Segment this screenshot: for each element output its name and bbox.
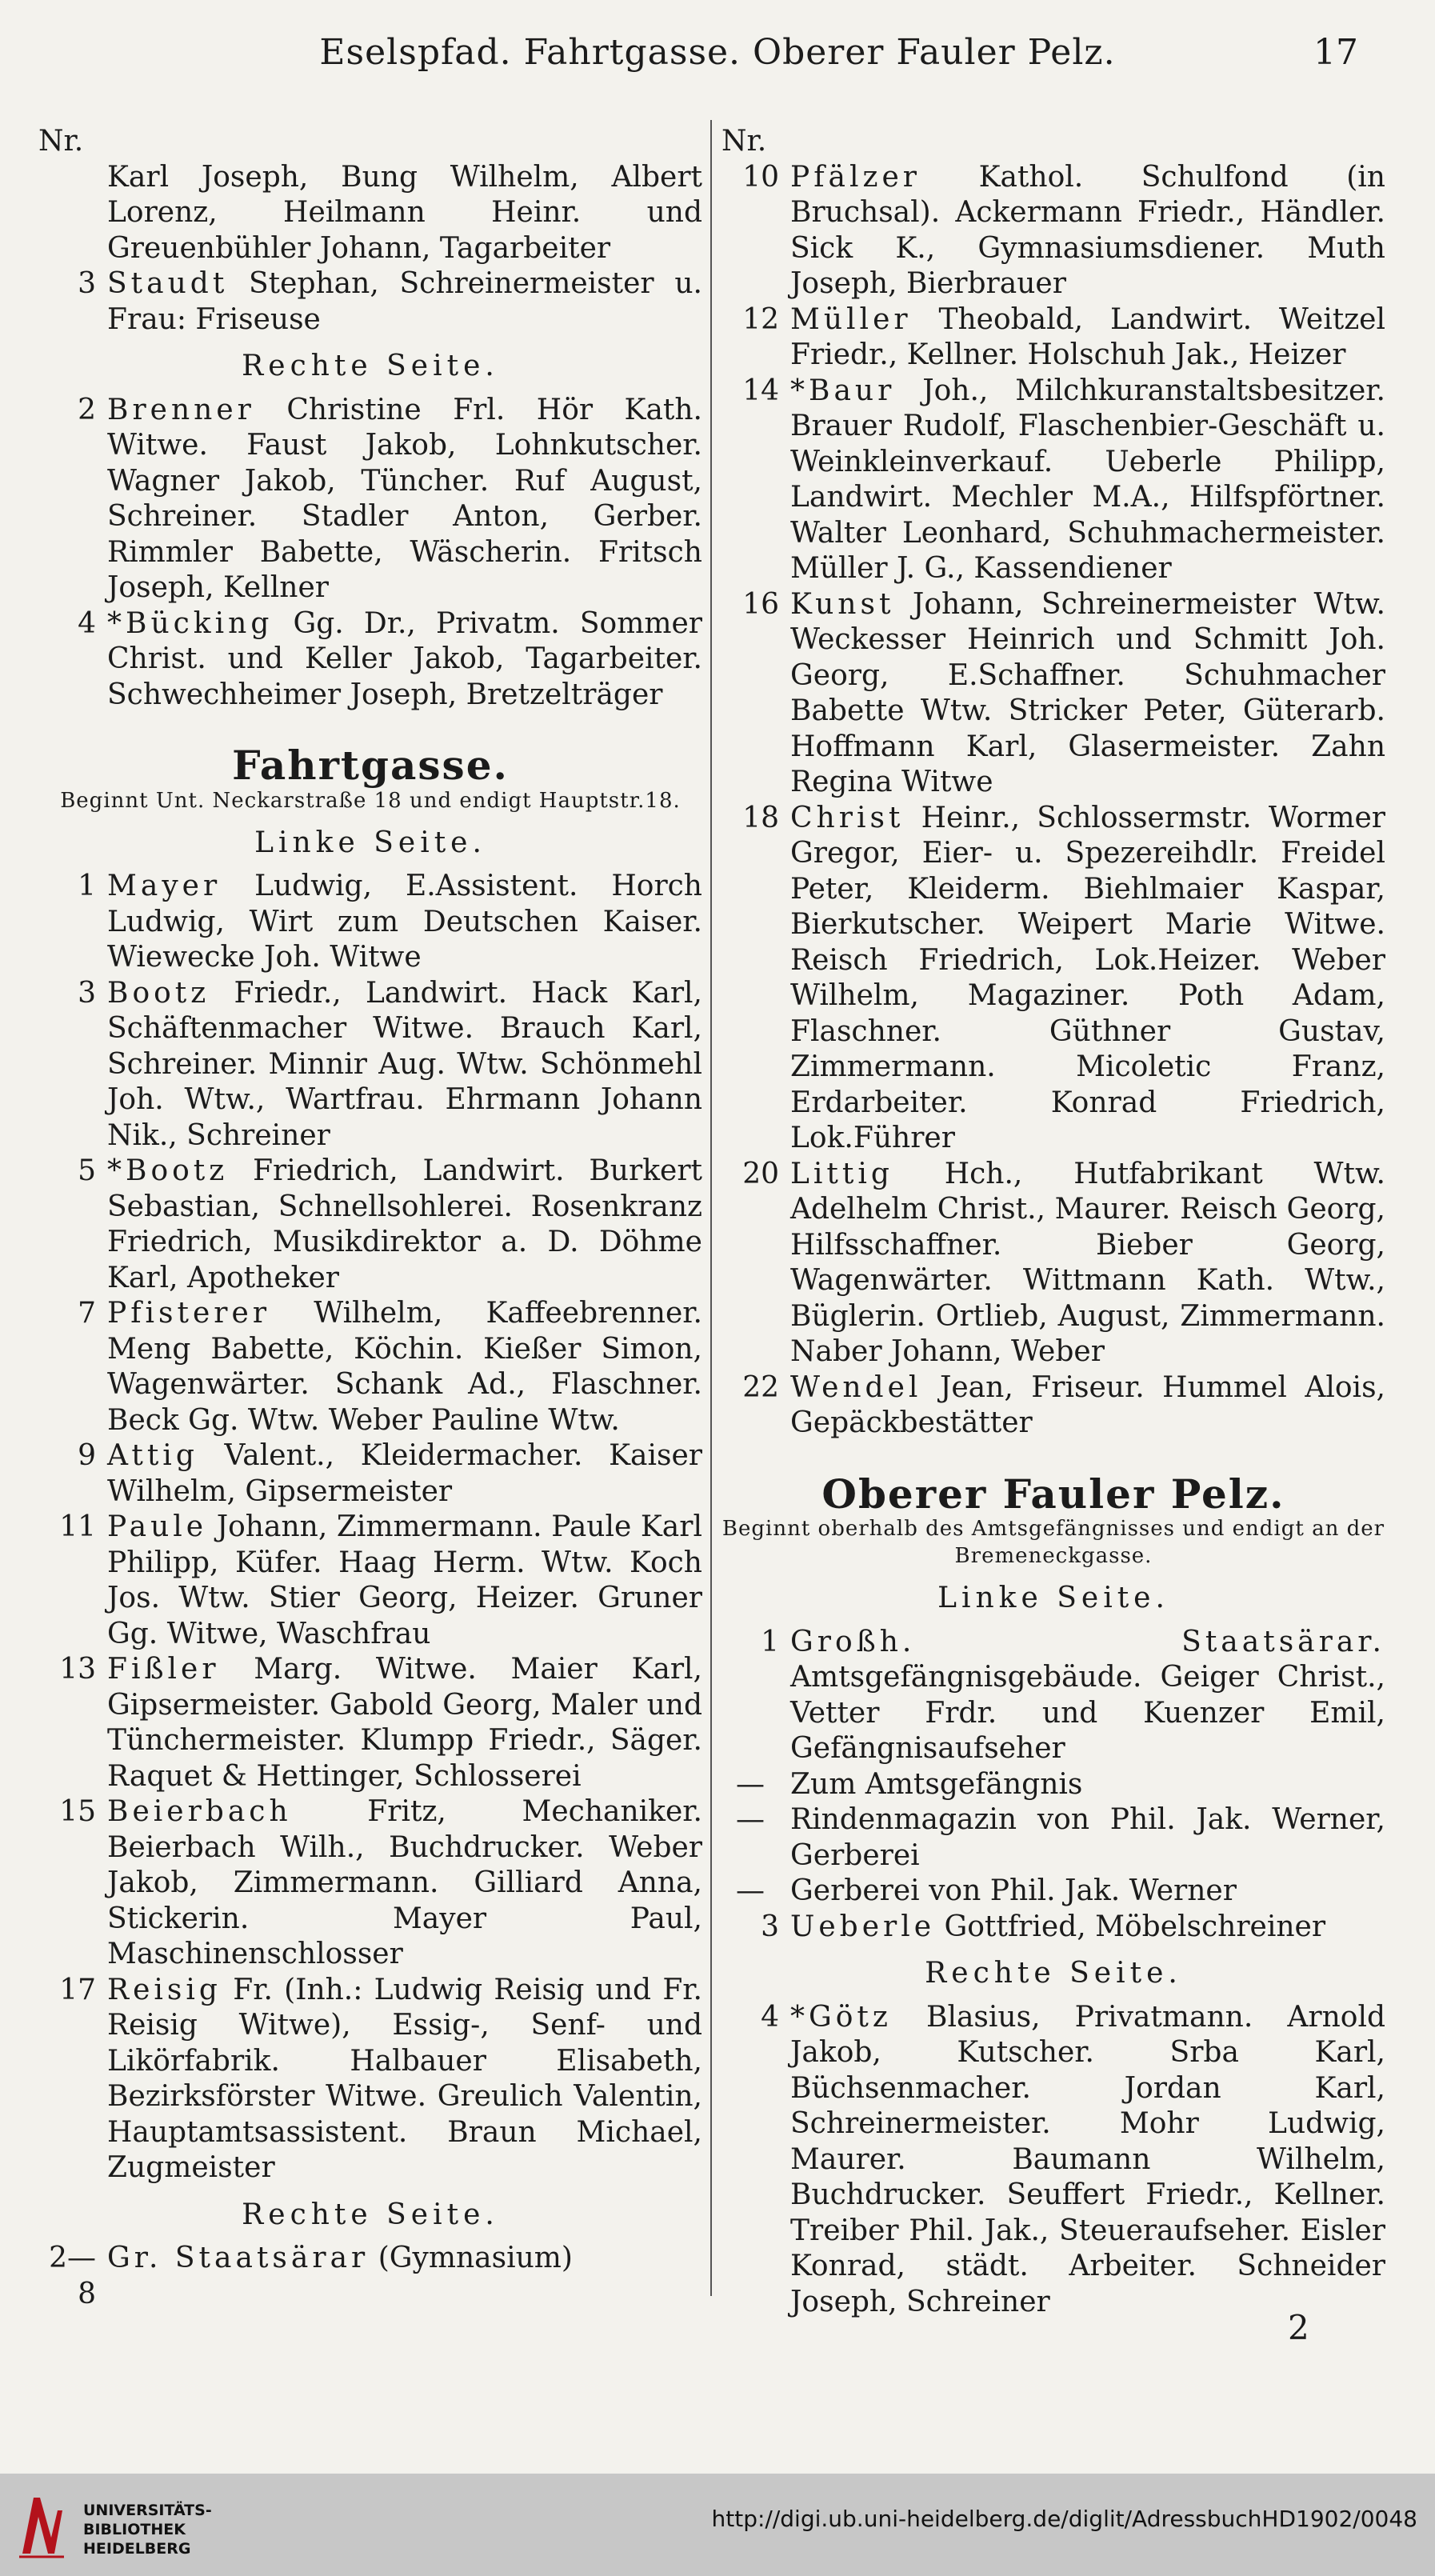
owner-name: Paule	[107, 1510, 208, 1543]
owner-name: Reisig	[107, 1973, 222, 2006]
library-line: UNIVERSITÄTS-	[83, 2502, 212, 2519]
house-number: 17	[59, 1973, 96, 2006]
side-heading: Linke Seite.	[254, 826, 486, 859]
residents: Wilhelm, Kaffeebrenner. Meng Babette, Köchin. Kießer Simon, Wagenwärter. Schank Ad., Flaschner. Beck Gg. Wtw. Weber Pauline Wtw.	[107, 1297, 702, 1437]
address-entry	[38, 1510, 702, 1652]
house-number: 15	[59, 1795, 96, 1828]
residents: Amtsgefängnisgebäude. Geiger Christ., Vetter Frdr. und Kuenzer Emil, Gefängnisaufseher	[790, 1661, 1385, 1765]
address-entry	[38, 869, 702, 976]
street-description: Beginnt Unt. Neckarstraße 18 und endigt Hauptstr.18.	[60, 788, 681, 813]
address-entry	[38, 1973, 702, 2186]
house-number: —	[736, 1767, 765, 1801]
house-number: 9	[78, 1439, 96, 1472]
residents: Christine Frl. Hör Kath. Witwe. Faust Jakob, Lohnkutscher. Wagner Jakob, Tüncher. Ruf August, Schreiner. Stadler Anton, Gerber. Rimmler Babette, Wäscherin. Fritsch Joseph, Kellner	[107, 393, 702, 604]
column-divider	[710, 120, 712, 2296]
house-number: 11	[59, 1510, 96, 1543]
house-number: 10	[742, 160, 779, 194]
residents: Zum Amtsgefängnis	[790, 1767, 1083, 1801]
side-heading: Linke Seite.	[937, 1582, 1169, 1614]
residents: Jean, Friseur. Hummel Alois, Gepäckbestätter	[790, 1370, 1385, 1439]
address-entry	[38, 266, 702, 338]
owner-name: Bootz	[107, 976, 210, 1010]
house-number: 18	[742, 801, 779, 834]
address-entry	[38, 976, 702, 1154]
address-entry	[38, 606, 702, 714]
house-number: 16	[742, 587, 779, 621]
address-entry	[38, 1652, 702, 1794]
owner-name: Mayer	[107, 870, 222, 902]
residents: (Gymnasium)	[369, 2242, 573, 2274]
residents: Gottfried, Möbelschreiner	[935, 1910, 1326, 1943]
house-number: 3	[761, 1910, 779, 1943]
address-entry	[721, 374, 1385, 587]
address-entry	[38, 2241, 702, 2312]
address-entry	[38, 393, 702, 606]
house-number: —	[736, 1874, 765, 1907]
address-entry	[721, 801, 1385, 1157]
address-entry	[721, 1910, 1385, 1946]
owner-name: *Götz	[790, 2000, 892, 2034]
house-number: —	[736, 1803, 765, 1836]
house-number: 4	[761, 2000, 779, 2034]
residents: Kathol. Schulfond (in Bruchsal). Ackermann Friedr., Händler. Sick K., Gymnasiumsdiener. Muth Joseph, Bierbrauer	[790, 160, 1385, 300]
house-number: 20	[742, 1157, 779, 1190]
residents: Stephan, Schreinermeister u. Frau: Friseuse	[107, 267, 702, 336]
owner-name: Littig	[790, 1157, 893, 1190]
owner-name: Großh. Staatsärar.	[790, 1625, 1385, 1658]
side-heading: Rechte Seite.	[242, 350, 499, 382]
residents: Heinr., Schlossermstr. Wormer Gregor, Eier- u. Spezereihdlr. Freidel Peter, Kleiderm. Biehlmaier Kaspar, Bierkutscher. Weipert Marie Witwe. Reisch Friedrich, Lok.Heizer. Weber Wilhelm, Magaziner. Poth Adam, Flaschner. Güthner Gustav, Zimmermann. Micoletic Franz, Erdarbeiter. Konrad Friedrich, Lok.Führer	[790, 801, 1385, 1154]
owner-name: *Baur	[790, 374, 896, 407]
page-header	[0, 32, 1435, 88]
library-line: BIBLIOTHEK	[83, 2521, 186, 2538]
continued-entry: Karl Joseph, Bung Wilhelm, Albert Lorenz, Heilmann Heinr. und Greuenbühler Johann, Tagarbeiter	[107, 160, 702, 265]
address-entry	[721, 1625, 1385, 1767]
viewer-footer	[0, 2474, 1435, 2576]
address-entry	[721, 587, 1385, 801]
address-entry	[38, 1296, 702, 1438]
owner-name: Beierbach	[107, 1795, 292, 1828]
residents: Hch., Hutfabrikant Wtw. Adelhelm Christ., Maurer. Reisch Georg, Hilfsschaffner. Bieber Georg, Wagenwärter. Wittmann Kath. Wtw., Büglerin. Ortlieb, August, Zimmermann. Naber Johann, Weber	[790, 1157, 1385, 1368]
residents: Joh., Milchkuranstaltsbesitzer. Brauer Rudolf, Flaschenbier-Geschäft u. Weinkleinverkauf. Ueberle Philipp, Landwirt. Mechler M.A., Hilfspförtner. Walter Leonhard, Schuhmachermeister. Müller J. G., Kassendiener	[790, 374, 1385, 585]
house-number: 2	[78, 393, 96, 426]
house-number: 22	[742, 1370, 779, 1404]
nr-label: Nr.	[721, 125, 767, 158]
residents: Theobald, Landwirt. Weitzel Friedr., Kellner. Holschuh Jak., Heizer	[790, 302, 1385, 371]
house-number: 1	[761, 1625, 779, 1658]
address-entry	[38, 1438, 702, 1510]
house-number: 2—8	[49, 2242, 96, 2310]
house-number: 12	[742, 302, 779, 336]
residents: Friedrich, Landwirt. Burkert Sebastian, Schnellsohlerei. Rosenkranz Friedrich, Musikdirektor a. D. Döhme Karl, Apotheker	[107, 1154, 702, 1294]
house-number: 14	[742, 374, 779, 407]
address-entry	[38, 1794, 702, 1973]
owner-name: Fißler	[107, 1653, 220, 1686]
owner-name: Pfisterer	[107, 1297, 271, 1330]
right-column	[721, 124, 1385, 2320]
house-number: 3	[78, 267, 96, 300]
left-column	[38, 124, 702, 2312]
residents: Ludwig, E.Assistent. Horch Ludwig, Wirt zum Deutschen Kaiser. Wiewecke Joh. Witwe	[107, 870, 702, 974]
owner-name: Ueberle	[790, 1910, 936, 1943]
street-heading: Fahrtgasse.	[232, 742, 509, 789]
address-entry	[721, 1802, 1385, 1874]
address-entry	[721, 302, 1385, 374]
page-number: 17	[1313, 32, 1358, 73]
owner-name: *Bootz	[107, 1154, 229, 1187]
residents: Valent., Kleidermacher. Kaiser Wilhelm, Gipsermeister	[107, 1439, 702, 1508]
residents: Fritz, Mechaniker. Beierbach Wilh., Buchdrucker. Weber Jakob, Zimmermann. Gilliard Anna, Stickerin. Mayer Paul, Maschinenschlosser	[107, 1795, 702, 1970]
residents: Friedr., Landwirt. Hack Karl, Schäftenmacher Witwe. Brauch Karl, Schreiner. Minnir Aug. Wtw. Schönmehl Joh. Wtw., Wartfrau. Ehrmann Johann Nik., Schreiner	[107, 976, 702, 1152]
house-number: 5	[78, 1154, 96, 1187]
library-line: HEIDELBERG	[83, 2540, 191, 2558]
side-heading: Rechte Seite.	[925, 1957, 1182, 1990]
address-entry	[721, 160, 1385, 302]
address-entry	[721, 1767, 1385, 1803]
address-entry	[721, 1370, 1385, 1442]
owner-name: Attig	[107, 1439, 198, 1472]
owner-name: Brenner	[107, 393, 255, 426]
owner-name: Wendel	[790, 1370, 922, 1404]
owner-name: Kunst	[790, 587, 895, 621]
running-title: Eselspfad. Fahrtgasse. Oberer Fauler Pelz.	[319, 32, 1116, 73]
library-logo-icon	[16, 2490, 67, 2560]
owner-name: Müller	[790, 302, 912, 336]
house-number: 1	[78, 870, 96, 902]
address-entry	[721, 1157, 1385, 1370]
owner-name: *Bücking	[107, 606, 274, 640]
street-heading: Oberer Fauler Pelz.	[821, 1470, 1285, 1518]
address-entry	[38, 1154, 702, 1296]
residents: Gg. Dr., Privatm. Sommer Christ. und Keller Jakob, Tagarbeiter. Schwechheimer Joseph, Bretzelträger	[107, 606, 702, 711]
signature-mark: 2	[1288, 2308, 1309, 2347]
nr-label: Nr.	[38, 125, 84, 158]
owner-name: Christ	[790, 801, 905, 834]
source-url-link[interactable]: http://digi.ub.uni-heidelberg.de/diglit/AdressbuchHD1902/0048	[711, 2506, 1417, 2532]
owner-name: Staudt	[107, 267, 229, 300]
library-name	[83, 2501, 212, 2558]
residents: Rindenmagazin von Phil. Jak. Werner, Gerberei	[790, 1803, 1385, 1872]
house-number: 7	[78, 1297, 96, 1330]
residents: Marg. Witwe. Maier Karl, Gipsermeister. Gabold Georg, Maler und Tünchermeister. Klumpp Friedr., Säger. Raquet & Hettinger, Schlosserei	[107, 1653, 702, 1793]
house-number: 4	[78, 606, 96, 640]
side-heading: Rechte Seite.	[242, 2198, 499, 2231]
address-entry	[721, 2000, 1385, 2321]
residents: Johann, Schreinermeister Wtw. Weckesser Heinrich und Schmitt Joh. Georg, E.Schaffner. Schuhmacher Babette Wtw. Stricker Peter, Güterarb. Hoffmann Karl, Glasermeister. Zahn Regina Witwe	[790, 587, 1385, 798]
owner-name: Pfälzer	[790, 160, 921, 194]
address-entry	[721, 1874, 1385, 1910]
residents: Blasius, Privatmann. Arnold Jakob, Kutscher. Srba Karl, Büchsenmacher. Jordan Karl, Schreinermeister. Mohr Ludwig, Maurer. Baumann Wilhelm, Buchdrucker. Seuffert Friedr., Kellner. Treiber Phil. Jak., Steueraufseher. Eisler Konrad, städt. Arbeiter. Schneider Joseph, Schreiner	[790, 2000, 1385, 2318]
residents: Gerberei von Phil. Jak. Werner	[790, 1874, 1237, 1907]
house-number: 13	[59, 1653, 96, 1686]
house-number: 3	[78, 976, 96, 1010]
street-description: Beginnt oberhalb des Amtsgefängnisses und endigt an der Bremeneckgasse.	[721, 1517, 1385, 1568]
residents: Fr. (Inh.: Ludwig Reisig und Fr. Reisig Witwe), Essig-, Senf- und Likörfabrik. Halbauer Elisabeth, Bezirksförster Witwe. Greulich Valentin, Hauptamtsassistent. Braun Michael, Zugmeister	[107, 1973, 702, 2184]
residents: Johann, Zimmermann. Paule Karl Philipp, Küfer. Haag Herm. Wtw. Koch Jos. Wtw. Stier Georg, Heizer. Gruner Gg. Witwe, Waschfrau	[107, 1510, 702, 1650]
owner-name: Gr. Staatsärar	[107, 2242, 370, 2274]
